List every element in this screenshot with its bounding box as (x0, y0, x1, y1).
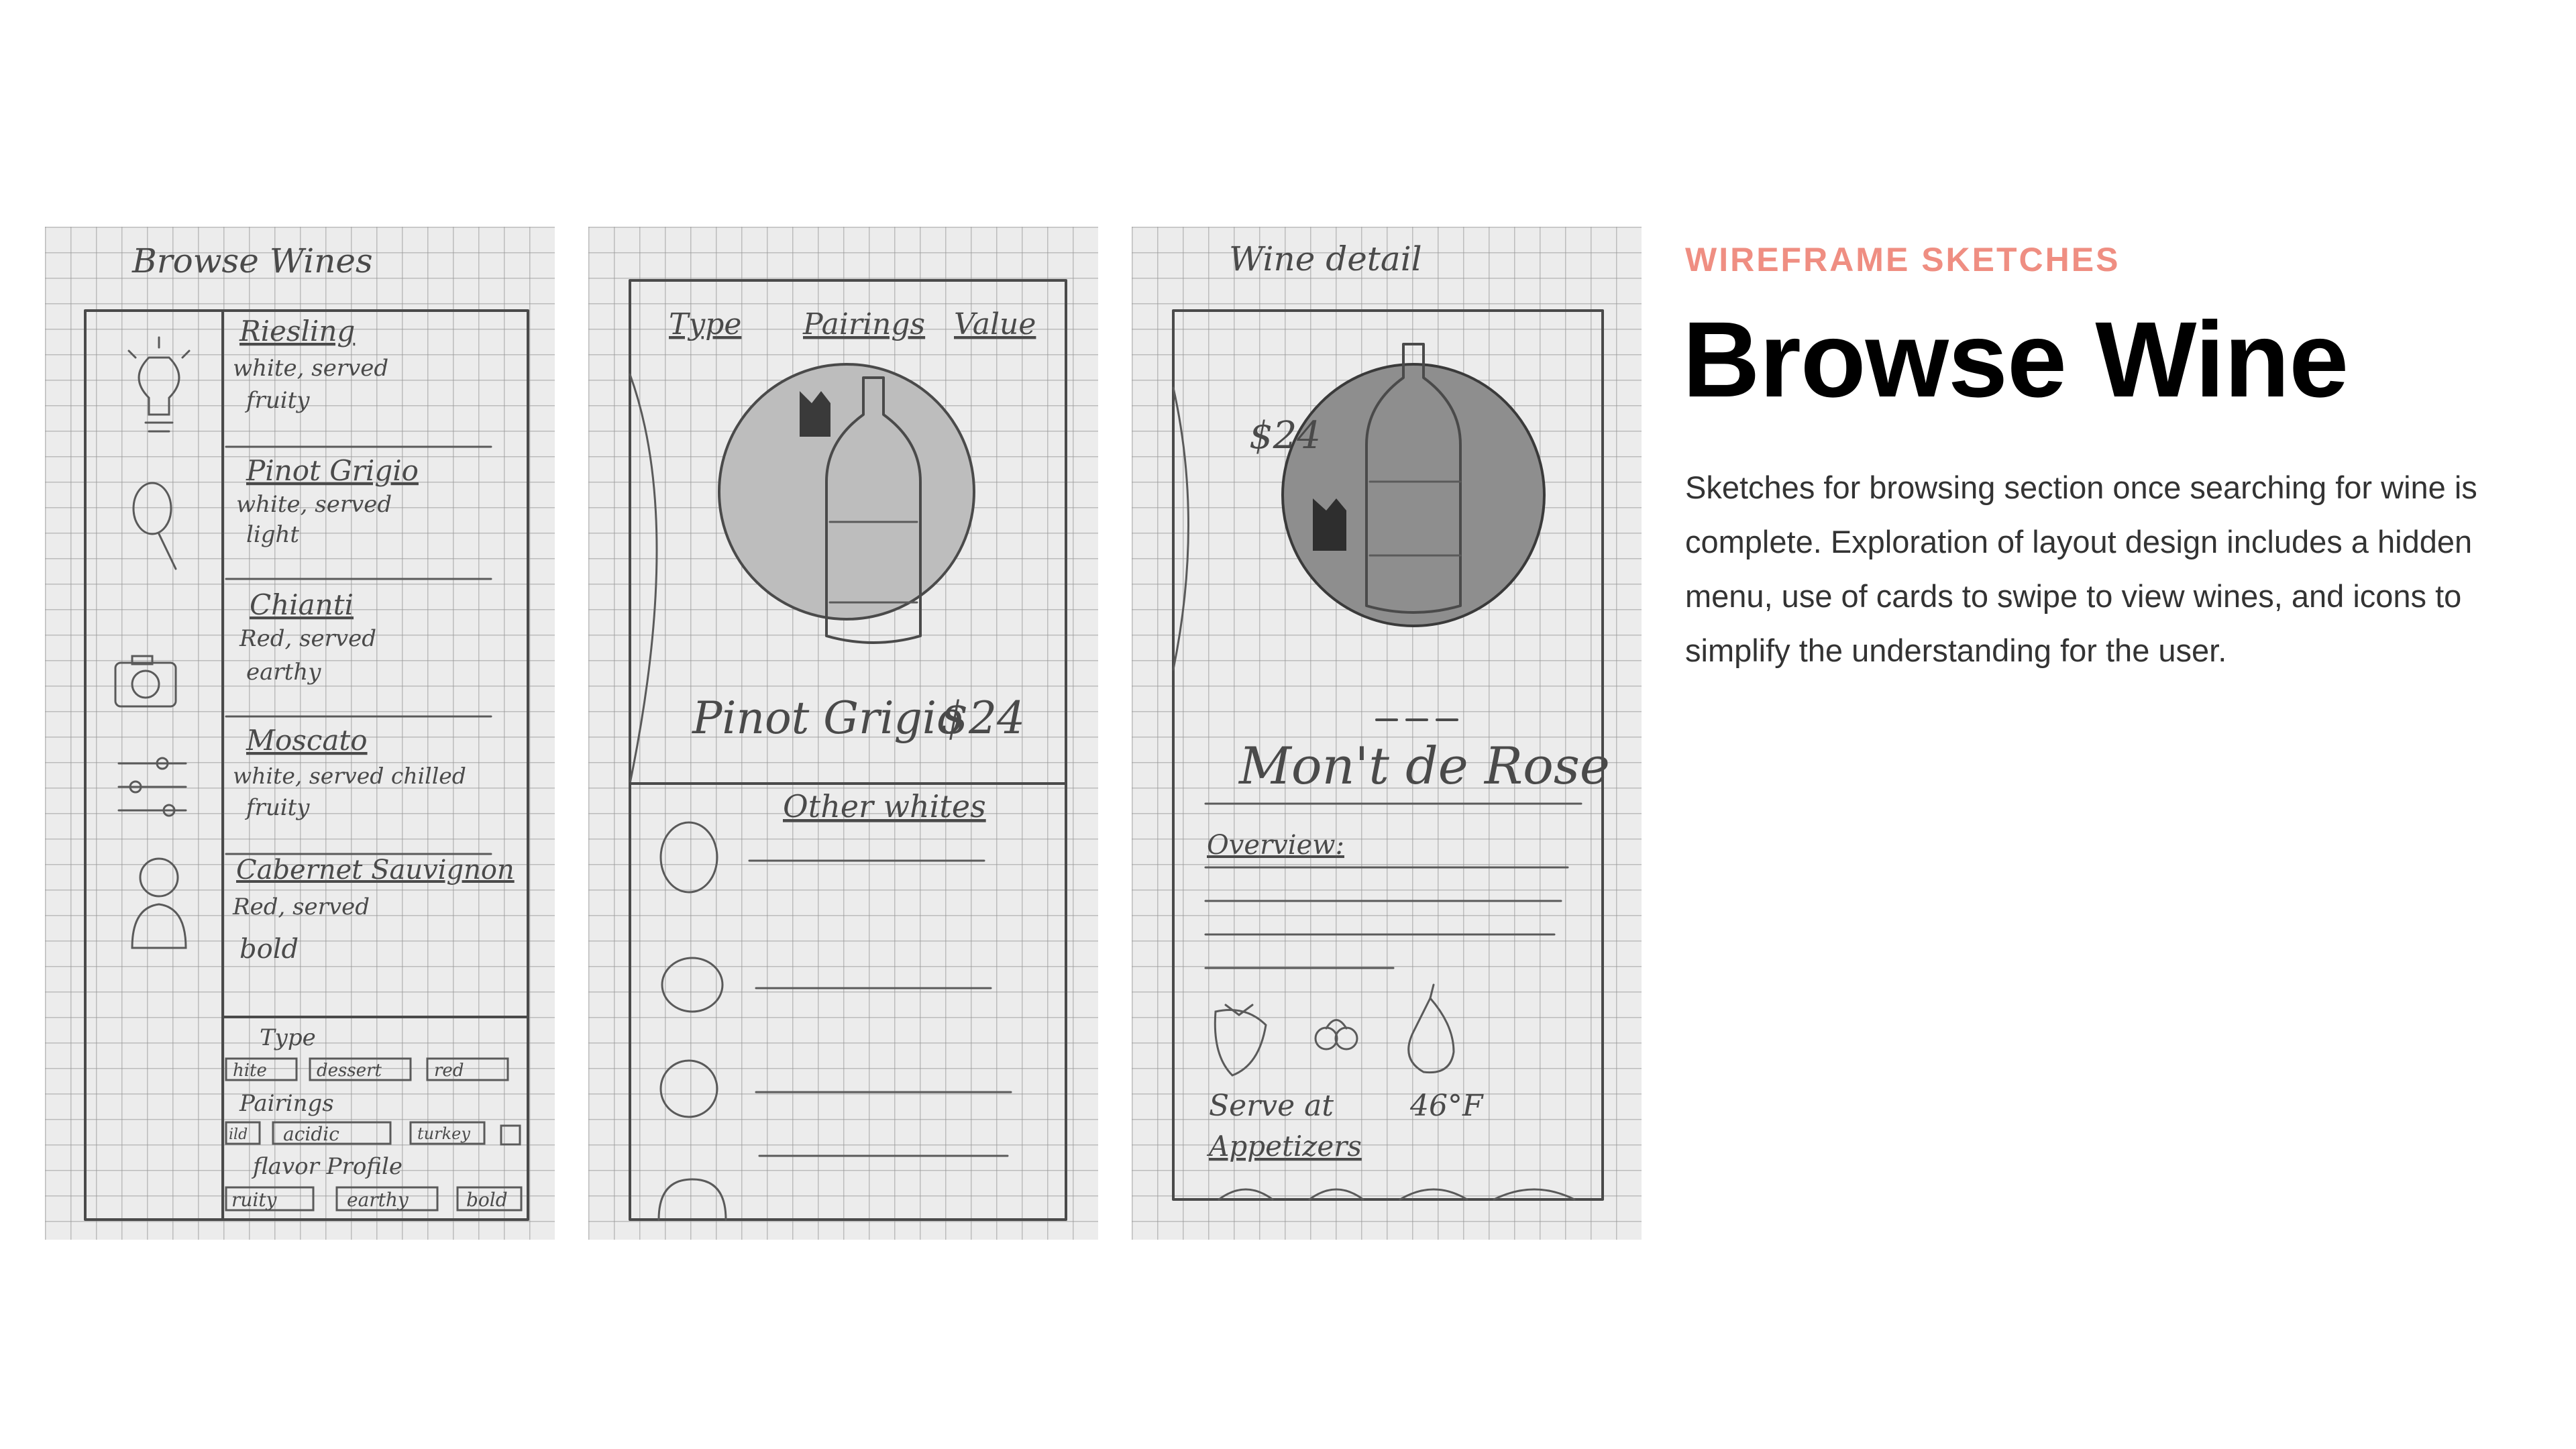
user-icon (132, 859, 186, 948)
chip-label: turkey (417, 1124, 470, 1143)
chip-label: bold (466, 1189, 508, 1211)
sketch-wine-detail (1132, 227, 1642, 1240)
chip-label: ild (229, 1126, 248, 1143)
wine-name: Pinot Grigio (246, 454, 419, 487)
wine-list-item[interactable] (239, 588, 376, 686)
chip-label: earthy (347, 1189, 409, 1211)
overview-label: Overview: (1207, 830, 1344, 861)
chip[interactable] (501, 1126, 520, 1144)
wine-name: Riesling (239, 315, 356, 347)
filter-flavor-label: flavor Profile (253, 1153, 402, 1180)
appetizer-carousel[interactable] (1219, 1189, 1574, 1199)
tab-type[interactable]: Type (669, 307, 742, 341)
chip-row-type (226, 1059, 508, 1081)
appetizers-label: Appetizers (1209, 1130, 1362, 1163)
sketch-browse-wines (45, 227, 555, 1240)
list-item[interactable] (662, 958, 991, 1012)
chip-row-pairings (226, 1122, 520, 1145)
wine-list-item[interactable] (233, 315, 388, 414)
chip-label: dessert (317, 1061, 382, 1081)
sketch-wine-detail-drawing (1132, 227, 1642, 1240)
section-heading: Other whites (783, 788, 986, 824)
wine-name: Chianti (250, 588, 354, 621)
list-item[interactable] (659, 1156, 1008, 1220)
wine-description: white, served (236, 491, 392, 518)
wine-card[interactable] (719, 364, 974, 643)
wine-description: white, served (233, 355, 389, 382)
pear-icon (1409, 985, 1454, 1073)
filter-tabs (669, 307, 1036, 341)
wine-detail-hero (1249, 344, 1544, 626)
sliders-icon (119, 758, 186, 816)
sketch-browse-wines-drawing (45, 227, 555, 1240)
serve-label: Serve at (1209, 1089, 1334, 1123)
description-text: Sketches for browsing section once searching for wine is complete. Exploration of layout design includes a hidden menu, use of cards to swipe to view wines, and icons to simplify the understanding for the user. (1685, 470, 2477, 668)
wine-name: Mon't de Rose (1239, 736, 1610, 796)
sketch-wine-cards-drawing (588, 227, 1098, 1240)
wine-name: Moscato (246, 724, 368, 757)
strawberry-icon (1215, 1005, 1266, 1075)
wine-circle (1283, 364, 1544, 626)
wine-description: white, served chilled (233, 763, 466, 789)
wine-description: Red, served (239, 625, 377, 652)
sketch-wine-cards (588, 227, 1098, 1240)
wine-flavor: light (246, 521, 300, 548)
filter-type-label: Type (260, 1024, 316, 1051)
wine-description: Red, served (233, 894, 370, 920)
wine-flavor: earthy (246, 659, 321, 686)
chip-label: hite (233, 1061, 267, 1081)
overview-text-lines (1205, 867, 1568, 968)
wine-circle (719, 364, 974, 619)
wine-list-item[interactable] (232, 855, 515, 965)
wine-list-item[interactable] (233, 724, 466, 821)
chip-label: red (434, 1061, 464, 1081)
camera-icon (115, 656, 176, 706)
serve-temperature: 46°F (1410, 1089, 1483, 1123)
previous-card-edge (1173, 388, 1189, 669)
wine-price: $24 (941, 692, 1025, 744)
wine-flavor: fruity (246, 794, 310, 821)
wine-name: Pinot Grigio (692, 692, 963, 744)
cherry-icon (1316, 1020, 1357, 1050)
page-title: Browse Wine (1682, 299, 2349, 419)
chip-label: ruity (231, 1189, 277, 1211)
sketch-heading: Wine detail (1229, 239, 1422, 278)
wine-price: $24 (1249, 414, 1321, 458)
tab-pairings[interactable]: Pairings (803, 307, 926, 341)
sketch-heading: Browse Wines (132, 241, 373, 280)
description-panel (1682, 240, 2537, 678)
list-item[interactable] (661, 1061, 1011, 1117)
lightbulb-icon (129, 337, 189, 431)
filter-pairings-label: Pairings (239, 1090, 334, 1117)
wine-name: Cabernet Sauvignon (236, 855, 515, 885)
chip-label: acidic (283, 1123, 339, 1145)
list-item[interactable] (661, 822, 984, 892)
chip-row-flavor (226, 1187, 521, 1211)
tab-value[interactable]: Value (954, 307, 1036, 341)
wine-list-item[interactable] (236, 454, 419, 548)
search-icon (133, 483, 176, 569)
wine-flavor: fruity (246, 387, 310, 414)
section-label: WIREFRAME SKETCHES (1685, 241, 2121, 278)
previous-card-edge (630, 374, 657, 784)
wine-flavor: bold (239, 934, 299, 965)
